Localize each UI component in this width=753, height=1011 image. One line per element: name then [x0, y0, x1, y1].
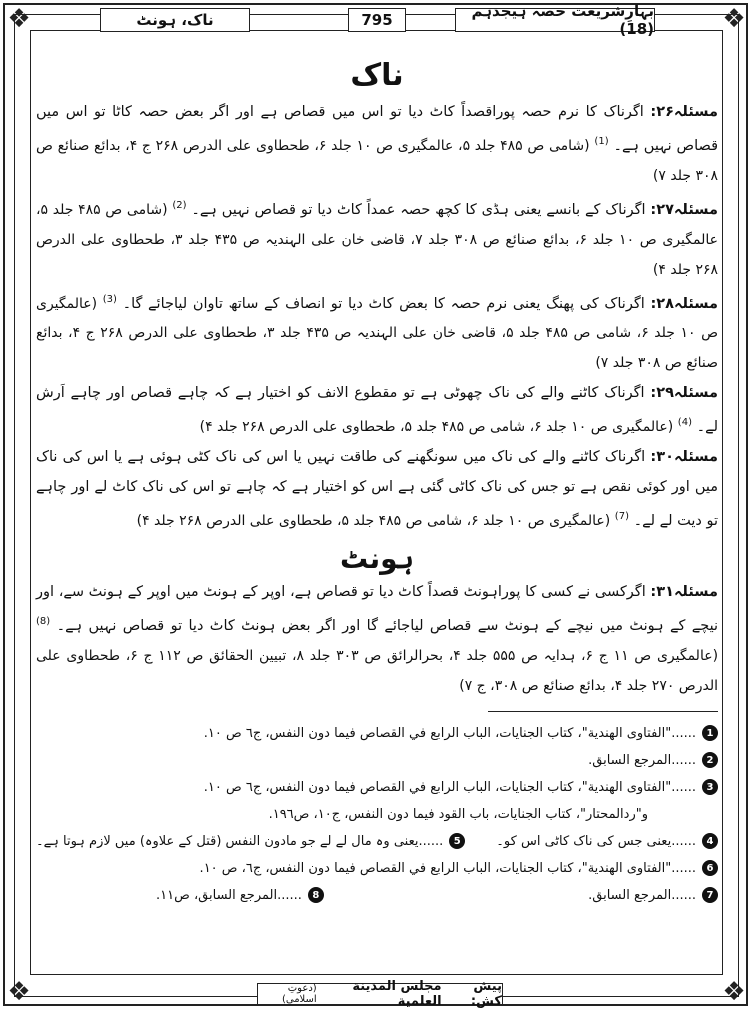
- publisher-name: مجلس المدينة العلمية: [352, 979, 442, 1009]
- masala-text: اگرناک کاٹنے والے کی ناک میں سونگھنے کی طاقت نہیں یا اس کی ناک کٹی ہوئی ہے یا اس کی ناک میں اور کوئی نقص ہے تو جس کی ناک کاٹی گئی ہے اس کو اختیار ہے کہ چاہے تو اس کی ناک کاٹ لے اور چاہے تو دیت لے لے۔: [36, 449, 718, 530]
- corner-ornament-icon: ❖: [7, 977, 31, 1007]
- footnote-number: 6: [702, 860, 718, 876]
- section-title: ہونٹ: [339, 542, 415, 576]
- masala-label: مسئلہ۲۶:: [650, 104, 718, 120]
- footnote-text: ......"الفتاوى الهندية"، كتاب الجنايات، الباب الرابع في القصاص فيما دون النفس، ج٦ ص ١٠.: [203, 779, 696, 795]
- publisher-sub: (دعوتِ اسلامی): [281, 983, 317, 1005]
- footnote-item: [156, 882, 324, 909]
- footnote-item: [36, 828, 465, 855]
- footnote-marker: (1): [594, 136, 609, 147]
- masala-paragraph: [36, 191, 718, 285]
- masala-paragraph: [36, 378, 718, 442]
- footnote-marker: (3): [102, 293, 117, 305]
- corner-ornament-icon: ❖: [7, 4, 31, 34]
- page-content: [36, 48, 718, 909]
- footnote-item: [36, 801, 718, 828]
- footnote-marker: (4): [677, 417, 692, 429]
- corner-ornament-icon: ❖: [722, 977, 746, 1007]
- masala-text: اگرناک کا نرم حصہ پوراقصداً کاٹ دیا تو اس میں قصاص ہے اور اگر بعض حصہ کاٹا تو اس میں قصاص نہیں ہے۔: [36, 104, 719, 154]
- footnote-text: ......یعنی وہ مال لے لے جو مادون النفس (قتل کے علاوہ) میں لازم ہوتا ہے۔: [36, 833, 444, 849]
- reference-citation: (عالمگیری ص ۱۰ جلد ۶، شامی ص ۴۸۵ جلد ۵، قاضی خان علی الہندیہ ص ۴۳۵ جلد ۳، طحطاوی علی الدرص ۲۶۸ ج ۴، بدائع صنائع ص ۳۰۸ جلد ۷): [36, 295, 718, 372]
- footnote-marker: (8): [36, 616, 51, 628]
- footnote-item: [588, 882, 718, 909]
- reference-citation: (عالمگیری ص ۱۰ جلد ۶، شامی ص ۴۸۵ جلد ۵، طحطاوی علی الدرص ۲۶۸ جلد ۴): [136, 513, 611, 530]
- footnote-text: ......المرجع السابق.: [588, 887, 696, 903]
- masala-label: مسئلہ۲۷:: [650, 201, 718, 218]
- chapter-label: ناک، ہونٹ: [100, 8, 250, 32]
- footnote-number: 5: [449, 833, 465, 849]
- footnote-text: ......"الفتاوى الهندية"، كتاب الجنايات، الباب الرابع في القصاص فيما دون النفس، ج٦، ص ١٠.: [199, 860, 696, 876]
- footnote-number: 1: [702, 725, 718, 741]
- footnote-text: ......المرجع السابق، ص١١.: [156, 887, 302, 903]
- footnote-item: [496, 828, 718, 855]
- masala-paragraph: [36, 285, 718, 379]
- footnote-number: 4: [702, 833, 718, 849]
- footnote-text: و"ردالمحتار"، كتاب الجنايات، باب القود فيما دون النفس، ج١٠، ص١٩٦.: [268, 806, 648, 822]
- masala-label: مسئلہ۲۸:: [650, 295, 719, 312]
- masala-text: اگرناک کے بانسے یعنی ہڈی کا کچھ حصہ عمداً کاٹ دیا تو قصاص نہیں ہے۔: [191, 201, 646, 218]
- footnote-number: 3: [702, 779, 718, 795]
- page-header: [0, 2, 753, 38]
- publisher-label: پیش کش:: [470, 979, 502, 1009]
- reference-citation: (عالمگیری ص ۱۱ ج ۶، ہدایہ ص ۵۵۵ جلد ۴، بحرالرائق ص ۳۰۳ جلد ۸، تبیین الحقائق ص ۱۱۲ ج ۶، طحطاوی علی الدرص ۲۷۰ جلد ۴، بدائع صنائع ص ۳۰۸، ج ۷): [36, 647, 719, 694]
- reference-citation: (شامی ص ۴۸۵ جلد ۵، عالمگیری ص ۱۰ جلد ۶، بدائع صنائع ص ۳۰۸ جلد ۷، قاضی خان علی الہندیہ ص ۴۳۵ جلد ۳، طحطاوی علی الدرص ۲۶۸ جلد ۴): [36, 201, 718, 278]
- masala-text: اگرناک کاٹنے والے کی ناک چھوٹی ہے تو مقطوع الانف کو اختیار ہے کہ چاہے قصاص اور چاہے اَرش لے۔: [36, 385, 718, 436]
- footnote-text: ......المرجع السابق.: [588, 752, 696, 768]
- publisher-box: [257, 979, 503, 1009]
- footnote-marker: (7): [614, 511, 629, 523]
- footnote-marker: (2): [172, 199, 187, 211]
- footnote-number: 2: [702, 752, 718, 768]
- footnote-item: [36, 774, 718, 801]
- reference-citation: (شامی ص ۴۸۵ جلد ۵، عالمگیری ص ۱۰ جلد ۶، طحطاوی علی الدرص ۲۶۸ ج ۴، بدائع صنائع ص ۳۰۸ جلد ۷): [36, 137, 718, 184]
- footnote-divider: [488, 711, 718, 712]
- page-number: 795: [348, 8, 406, 32]
- footnote-number: 8: [308, 887, 324, 903]
- footnote-row: [36, 828, 718, 855]
- masala-text: اگرناک کی پھنگ یعنی نرم حصہ کا بعض کاٹ دیا تو انصاف کے ساتھ تاوان لیاجائے گا۔: [122, 295, 645, 312]
- book-title: بہارِشریعت حصہ ہیجدہم (18): [455, 8, 655, 32]
- footnote-text: ......یعنی جس کی ناک کاٹی اس کو۔: [496, 833, 696, 849]
- footnote-number: 7: [702, 887, 718, 903]
- section-title: ناک: [350, 58, 404, 93]
- masala-text: اگرکسی نے کسی کا پوراہونٹ قصداً کاٹ دیا تو قصاص ہے، اوپر کے ہونٹ میں اوپر کے ہونٹ سے، اور نیچے کے ہونٹ میں نیچے کے ہونٹ سے قصاص لیاجائے گا اور اگر بعض ہونٹ کاٹ دیا تو قصاص نہیں ہے۔: [36, 584, 719, 634]
- masala-paragraph: [36, 577, 718, 701]
- footnote-item: [36, 747, 718, 774]
- masala-paragraph: [36, 442, 718, 536]
- reference-citation: (عالمگیری ص ۱۰ جلد ۶، شامی ص ۴۸۵ جلد ۵، طحطاوی علی الدرص ۲۶۸ جلد ۴): [199, 419, 674, 436]
- masala-label: مسئلہ۳۱:: [650, 584, 719, 601]
- footnote-row: [36, 882, 718, 909]
- page-footer: [0, 979, 753, 1009]
- footnote-item: [36, 720, 718, 747]
- masala-label: مسئلہ۳۰:: [650, 449, 719, 466]
- footnote-text: ......"الفتاوى الهندية"، كتاب الجنايات، الباب الرابع في القصاص فيما دون النفس، ج٦ ص ١٠.: [203, 725, 696, 741]
- masala-paragraph: [36, 97, 718, 191]
- corner-ornament-icon: ❖: [722, 4, 746, 34]
- footnote-item: [36, 855, 718, 882]
- masala-label: مسئلہ۲۹:: [650, 385, 718, 402]
- footnotes: [36, 720, 718, 909]
